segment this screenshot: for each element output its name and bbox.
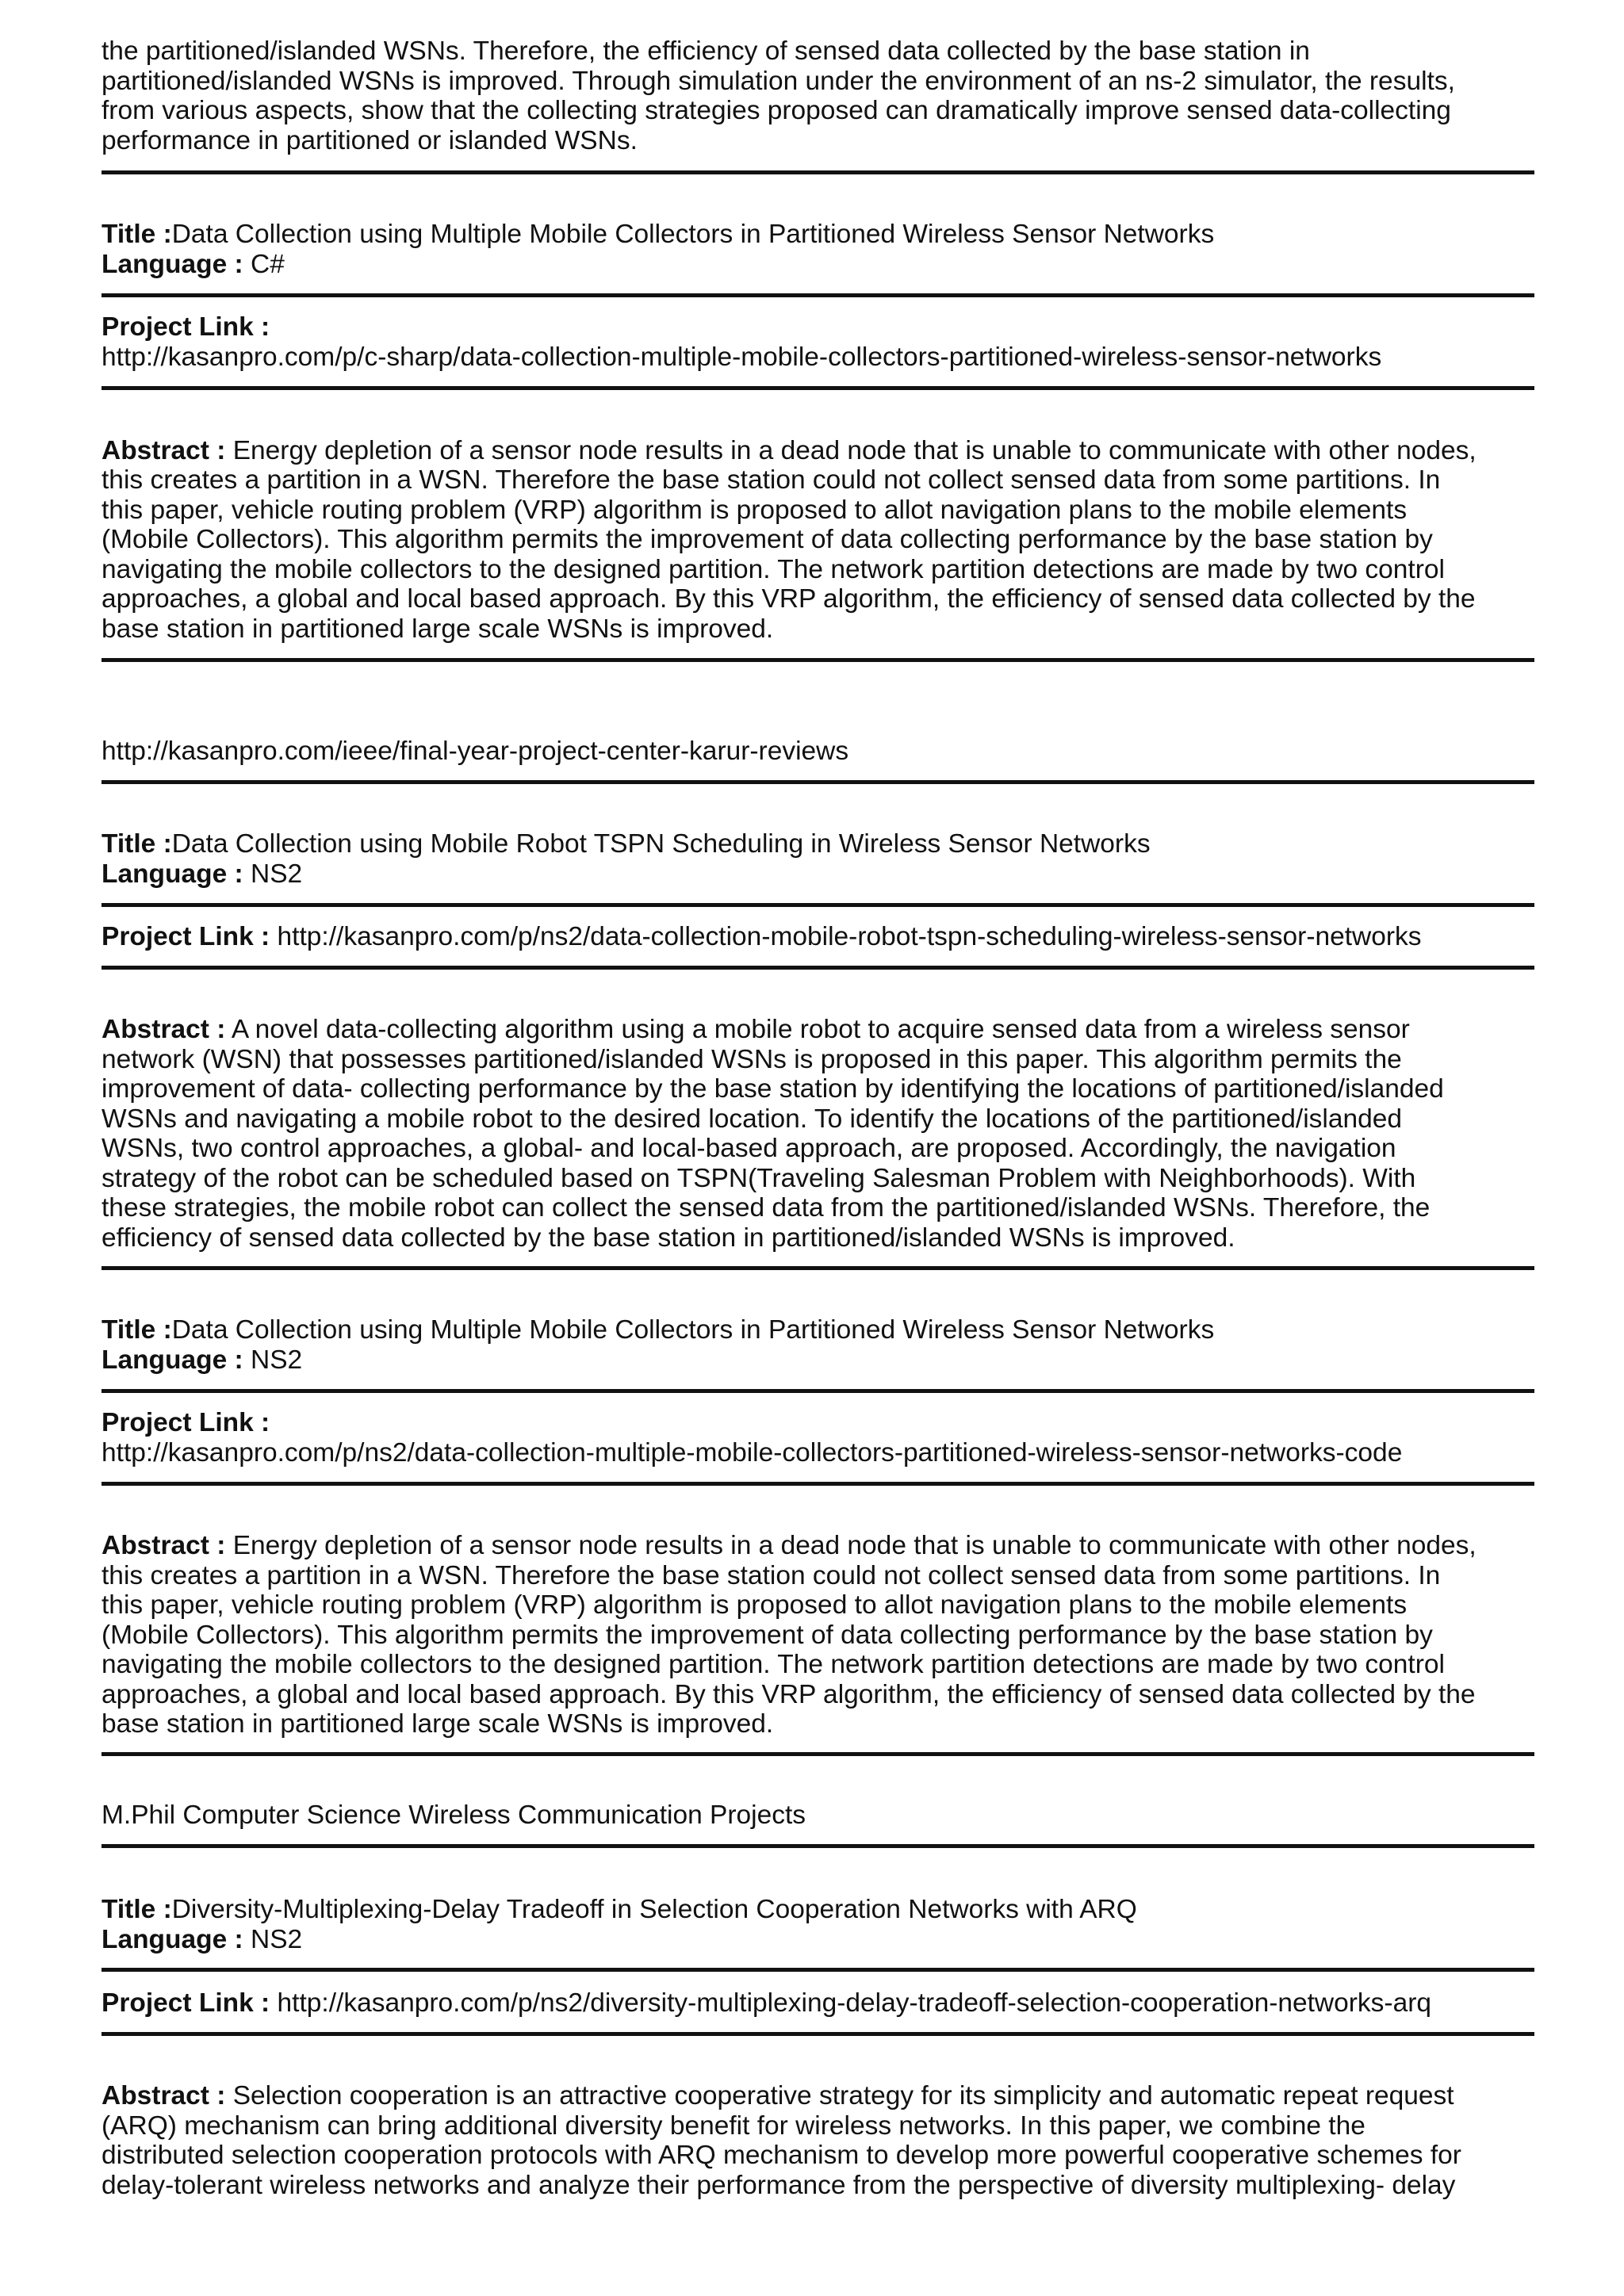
- divider: [102, 1844, 1534, 1848]
- abstract-line: navigating the mobile collectors to the designed partition. The network partition detections are made by two control: [102, 1650, 1445, 1679]
- abstract-line: these strategies, the mobile robot can collect the sensed data from the partitioned/islanded WSNs. Therefore, the: [102, 1193, 1431, 1223]
- divider: [102, 170, 1534, 174]
- project-title: Diversity-Multiplexing-Delay Tradeoff in Selection Cooperation Networks with ARQ: [171, 1895, 1137, 1924]
- language-line: [102, 1925, 1529, 1955]
- project-link[interactable]: http://kasanpro.com/p/ns2/data-collection-multiple-mobile-collectors-partitioned-wireless-sensor-networks-code: [102, 1438, 1403, 1468]
- abstract-label: Abstract :: [102, 2081, 226, 2110]
- title-label: Title :: [102, 1315, 172, 1345]
- language-label: Language :: [102, 859, 243, 889]
- abstract-line: base station in partitioned large scale WSNs is improved.: [102, 614, 774, 644]
- section-heading: M.Phil Computer Science Wireless Communication Projects: [102, 1800, 806, 1830]
- abstract-line: (ARQ) mechanism can bring additional diversity benefit for wireless networks. In this paper, we combine the: [102, 2111, 1365, 2141]
- project-link-label: Project Link :: [102, 922, 270, 951]
- title-label: Title :: [102, 1895, 172, 1924]
- title-line: [102, 1315, 1529, 1345]
- abstract-line: this creates a partition in a WSN. Therefore the base station could not collect sensed data from some partitions. In: [102, 465, 1441, 495]
- abstract-line: improvement of data- collecting performance by the base station by identifying the locations of partitioned/islanded: [102, 1074, 1444, 1104]
- reviews-link[interactable]: http://kasanpro.com/ieee/final-year-project-center-karur-reviews: [102, 737, 849, 766]
- project-link-label: Project Link :: [102, 1408, 270, 1437]
- title-line: [102, 1895, 1529, 1925]
- abstract-line: strategy of the robot can be scheduled based on TSPN(Traveling Salesman Problem with Neighborhoods). With: [102, 1164, 1416, 1193]
- abstract-line: base station in partitioned large scale WSNs is improved.: [102, 1709, 774, 1739]
- divider: [102, 658, 1534, 662]
- project-language: NS2: [251, 859, 303, 889]
- divider: [102, 386, 1534, 390]
- abstract-label: Abstract :: [102, 436, 226, 465]
- intro-line: from various aspects, show that the collecting strategies proposed can dramatically improve sensed data-collecting: [102, 96, 1451, 125]
- abstract-line: (Mobile Collectors). This algorithm permits the improvement of data collecting performance by the base station by: [102, 525, 1433, 554]
- abstract-line: network (WSN) that possesses partitioned/islanded WSNs is proposed in this paper. This algorithm permits the: [102, 1045, 1402, 1074]
- title-line: [102, 829, 1529, 859]
- abstract-line: this paper, vehicle routing problem (VRP) algorithm is proposed to allot navigation plans to the mobile elements: [102, 496, 1408, 525]
- divider: [102, 1968, 1534, 1972]
- project-title: Data Collection using Multiple Mobile Collectors in Partitioned Wireless Sensor Networks: [171, 220, 1215, 249]
- title-line: [102, 220, 1529, 250]
- abstract-line: this creates a partition in a WSN. Therefore the base station could not collect sensed data from some partitions. In: [102, 1561, 1441, 1590]
- abstract-line: this paper, vehicle routing problem (VRP) algorithm is proposed to allot navigation plans to the mobile elements: [102, 1590, 1408, 1620]
- divider: [102, 1482, 1534, 1486]
- project-language: NS2: [251, 1925, 303, 1954]
- abstract-line: approaches, a global and local based approach. By this VRP algorithm, the efficiency of sensed data collected by the: [102, 584, 1476, 614]
- abstract-label: Abstract :: [102, 1531, 226, 1560]
- project-title: Data Collection using Multiple Mobile Collectors in Partitioned Wireless Sensor Networks: [171, 1315, 1215, 1345]
- language-label: Language :: [102, 1345, 243, 1375]
- divider: [102, 1389, 1534, 1393]
- abstract-line: WSNs and navigating a mobile robot to the desired location. To identify the locations of the partitioned/islanded: [102, 1104, 1403, 1134]
- abstract-line: navigating the mobile collectors to the designed partition. The network partition detections are made by two control: [102, 555, 1445, 584]
- project-link[interactable]: http://kasanpro.com/p/ns2/data-collection-mobile-robot-tspn-scheduling-wireless-sensor-networks: [277, 922, 1422, 951]
- title-label: Title :: [102, 829, 172, 859]
- language-line: [102, 859, 1529, 890]
- abstract-line: Abstract : A novel data-collecting algorithm using a mobile robot to acquire sensed data from a wireless sensor: [102, 1015, 1410, 1044]
- divider: [102, 780, 1534, 784]
- intro-line: partitioned/islanded WSNs is improved. Through simulation under the environment of an ns-2 simulator, the results,: [102, 67, 1455, 96]
- project-title: Data Collection using Mobile Robot TSPN Scheduling in Wireless Sensor Networks: [171, 829, 1151, 859]
- abstract-line: Abstract : Selection cooperation is an attractive cooperative strategy for its simplicity and automatic repeat request: [102, 2081, 1454, 2110]
- project-language: C#: [251, 250, 285, 279]
- divider: [102, 1266, 1534, 1270]
- project-link-line: [102, 1988, 1529, 2019]
- abstract-line: approaches, a global and local based approach. By this VRP algorithm, the efficiency of sensed data collected by the: [102, 1680, 1476, 1709]
- abstract-line: WSNs, two control approaches, a global- and local-based approach, are proposed. Accordingly, the navigation: [102, 1134, 1396, 1163]
- abstract-line: Abstract : Energy depletion of a sensor node results in a dead node that is unable to communicate with other nodes,: [102, 436, 1477, 465]
- project-link[interactable]: http://kasanpro.com/p/ns2/diversity-multiplexing-delay-tradeoff-selection-cooperation-networks-arq: [277, 1988, 1431, 2018]
- abstract-line: delay-tolerant wireless networks and analyze their performance from the perspective of diversity multiplexing- delay: [102, 2171, 1456, 2200]
- abstract-line: Abstract : Energy depletion of a sensor node results in a dead node that is unable to communicate with other nodes,: [102, 1531, 1477, 1560]
- project-link[interactable]: http://kasanpro.com/p/c-sharp/data-collection-multiple-mobile-collectors-partitioned-wireless-sensor-networks: [102, 342, 1382, 372]
- intro-line: the partitioned/islanded WSNs. Therefore, the efficiency of sensed data collected by the base station in: [102, 36, 1310, 66]
- abstract-line: (Mobile Collectors). This algorithm permits the improvement of data collecting performance by the base station by: [102, 1621, 1433, 1650]
- divider: [102, 966, 1534, 970]
- project-link-label: Project Link :: [102, 312, 270, 342]
- title-label: Title :: [102, 220, 172, 249]
- abstract-label: Abstract :: [102, 1015, 226, 1044]
- divider: [102, 903, 1534, 907]
- divider: [102, 293, 1534, 297]
- project-link-line: [102, 922, 1529, 952]
- abstract-line: efficiency of sensed data collected by the base station in partitioned/islanded WSNs is improved.: [102, 1223, 1235, 1253]
- project-link-label: Project Link :: [102, 1988, 270, 2018]
- divider: [102, 1752, 1534, 1756]
- language-label: Language :: [102, 250, 243, 279]
- divider: [102, 2032, 1534, 2036]
- language-line: [102, 1345, 1529, 1376]
- language-label: Language :: [102, 1925, 243, 1954]
- abstract-line: distributed selection cooperation protocols with ARQ mechanism to develop more powerful cooperative schemes for: [102, 2141, 1461, 2170]
- language-line: [102, 250, 1529, 280]
- intro-line: performance in partitioned or islanded WSNs.: [102, 126, 638, 155]
- project-language: NS2: [251, 1345, 303, 1375]
